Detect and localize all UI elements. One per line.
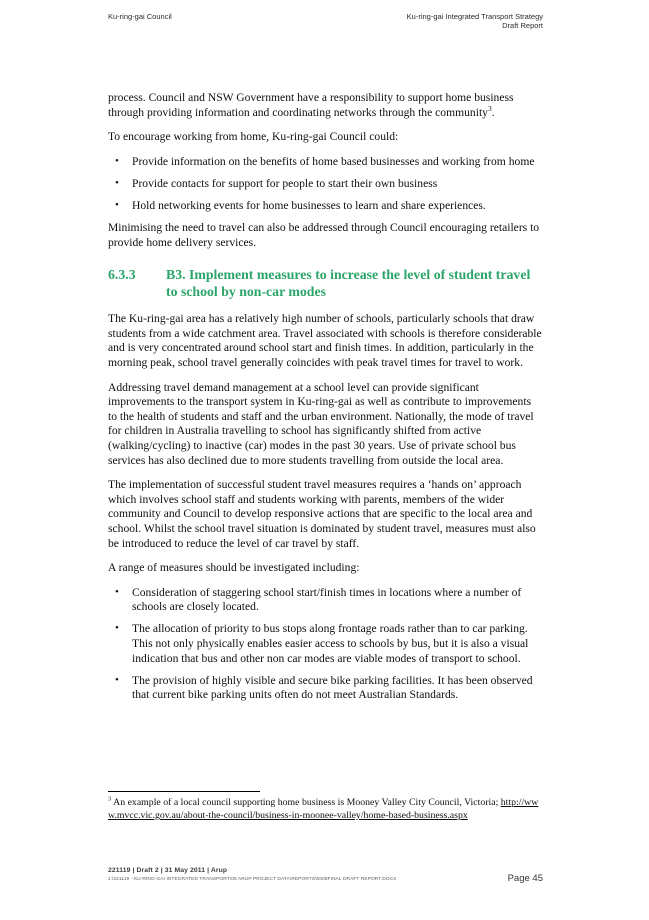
- page-footer: [108, 867, 543, 882]
- paragraph-text: process. Council and NSW Government have a responsibility to support home business through providing information and coordinating networks through the community: [108, 91, 514, 119]
- footnote-marker: 3: [108, 795, 112, 803]
- list-item: [108, 622, 542, 666]
- footnote-text-block: [108, 796, 542, 822]
- header-title-line1: Ku-ring-gai Integrated Transport Strategy: [406, 12, 543, 21]
- paragraph-measures-intro: A range of measures should be investigated including:: [108, 561, 360, 575]
- footer-document-meta: 221119 | Draft 2 | 31 May 2011 | Arup: [108, 867, 228, 874]
- list-item: [108, 199, 542, 214]
- document-body: [108, 91, 542, 710]
- header-title-line2: Draft Report: [502, 21, 543, 30]
- paragraph-schools-overview: The Ku-ring-gai area has a relatively high number of schools, particularly schools that draw students from a wide catchment area. Travel associated with schools is therefore considerable and is very concentrated around school start and finish times. In addition, particularly in the morning peak, school travel generally coincides with peak travel times for travel to work.: [108, 312, 542, 370]
- list-item: [108, 586, 542, 615]
- list-item-text: Provide information on the benefits of home based businesses and working from home: [132, 154, 535, 168]
- list-item-text: Consideration of staggering school start/finish times in locations where a number of schools are closely located.: [132, 585, 522, 614]
- footnote-text: An example of a local council supporting home business is Mooney Valley City Council, Victoria;: [111, 797, 501, 808]
- header-company: Ku-ring-gai Council: [108, 12, 172, 21]
- bullet-icon: •: [115, 673, 119, 686]
- footer-file-path: J:\221119 - KU-RING-GAI INTEGRATED TRANSPORT\05 ARUP PROJECT DATA\REPORTS\0008FINAL DRAFT REPORT.DOCX: [108, 877, 397, 882]
- list-item-text: The provision of highly visible and secure bike parking facilities. It has been observed that current bike parking units often do not meet Australian Standards.: [132, 673, 533, 702]
- header-document-title: [407, 12, 543, 30]
- bullet-list-school-measures: [108, 586, 542, 703]
- list-item: [108, 674, 542, 703]
- section-title: B3. Implement measures to increase the level of student travel to school by non-car modes: [166, 267, 531, 300]
- page-header: [108, 12, 543, 30]
- paragraph-implementation: The implementation of successful student travel measures requires a ‘hands on’ approach which involves school staff and students working with parents, members of the wider community and Council to develop responsive actions that are specific to the local area and school. Whilst the school travel situation is dominated by student travel, measures must also be introduced to reduce the level of car travel by staff.: [108, 478, 536, 550]
- paragraph-school-tdm: Addressing travel demand management at a school level can provide significant improvements to the transport system in Ku-ring-gai as well as contribute to improvements to the health of students and staff and the urban environment. Nationally, the mode of travel for children in Australia travelling to school has significantly shifted from active (walking/cycling) to inactive (car) modes in the past 30 years. Use of private school bus services has also declined due to more students travelling from outside the local area.: [108, 380, 534, 467]
- list-item-text: Provide contacts for support for people to start their own business: [132, 176, 438, 190]
- footnote-separator: [108, 791, 260, 792]
- paragraph-minimising-travel: Minimising the need to travel can also be addressed through Council encouraging retailers to provide home delivery services.: [108, 221, 540, 249]
- paragraph-text: .: [491, 105, 495, 119]
- bullet-icon: •: [115, 176, 119, 189]
- list-item: [108, 177, 542, 192]
- list-item: [108, 155, 542, 170]
- list-item-text: Hold networking events for home businesses to learn and share experiences.: [132, 198, 486, 212]
- section-heading-6-3-3: [108, 266, 542, 300]
- list-item-text: The allocation of priority to bus stops along frontage roads rather than to car parking. This not only physically enables easier access to schools by bus, but it is also a visual indication that bus and other non car modes are viable modes of transport to school.: [132, 622, 529, 665]
- section-number: 6.3.3: [108, 267, 136, 283]
- footnote-reference[interactable]: 3: [487, 103, 492, 113]
- bullet-icon: •: [115, 585, 119, 598]
- footnote-link[interactable]: http://www.mvcc.vic.gov.au/about-the-council/business-in-moonee-valley/home-based-business.aspx: [108, 797, 539, 822]
- paragraph-home-business: [108, 91, 542, 120]
- bullet-icon: •: [115, 154, 119, 167]
- paragraph-encourage-intro: To encourage working from home, Ku-ring-gai Council could:: [108, 130, 399, 144]
- bullet-list-home-working: [108, 155, 542, 214]
- footnote-section: [108, 791, 542, 822]
- page-number: Page 45: [507, 873, 543, 884]
- bullet-icon: •: [115, 198, 119, 211]
- bullet-icon: •: [115, 622, 119, 635]
